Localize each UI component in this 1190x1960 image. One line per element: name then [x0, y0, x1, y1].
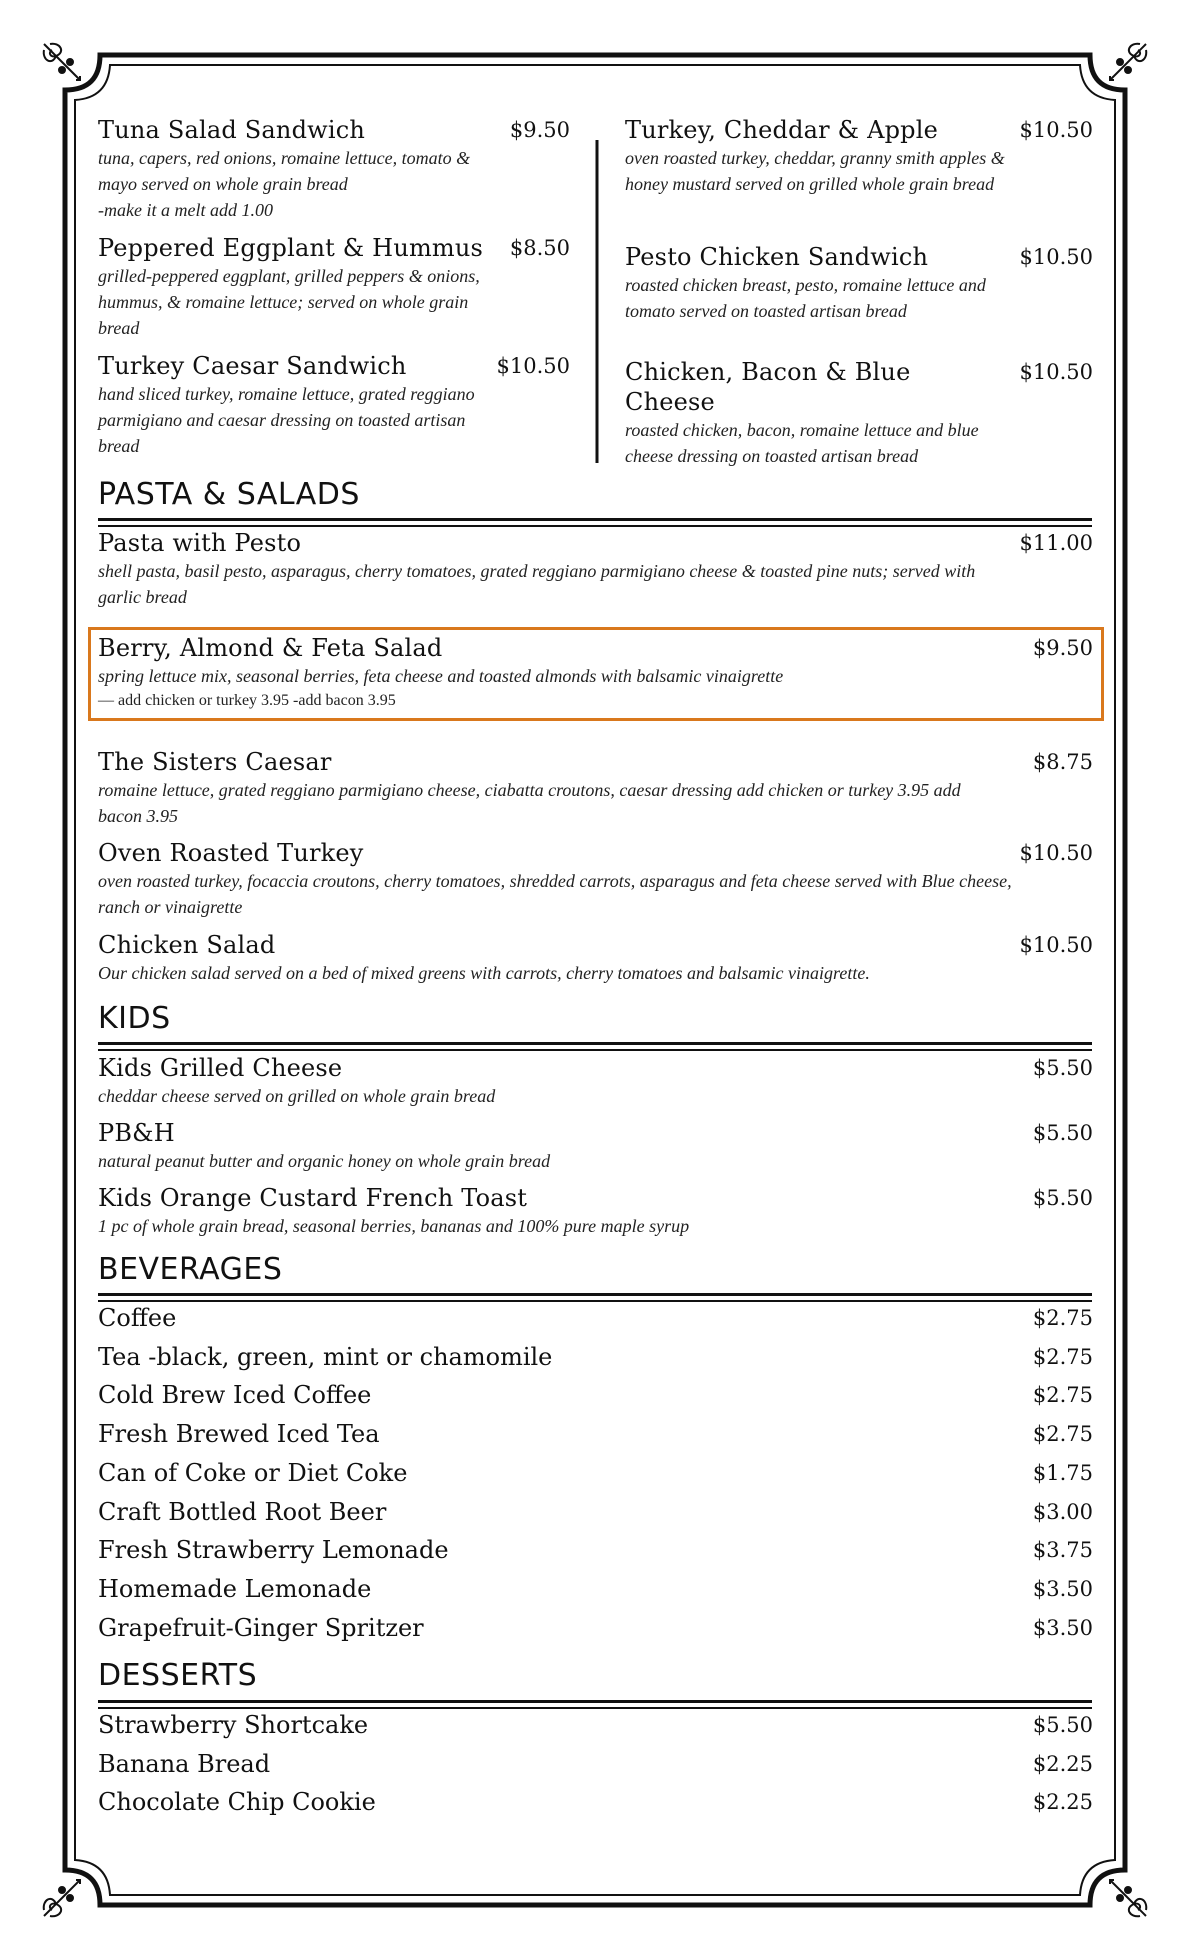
menu-item [98, 1118, 1093, 1174]
beverage-row [98, 1535, 1093, 1565]
menu-item [625, 242, 1093, 324]
item-price: $8.75 [1032, 750, 1093, 774]
dessert-row [98, 1710, 1093, 1740]
beverage-row [98, 1419, 1093, 1449]
item-name: Berry, Almond & Feta Salad [98, 634, 443, 662]
item-price: $5.50 [1032, 1121, 1093, 1145]
flourish-ornament-icon [40, 1874, 86, 1920]
item-description: cheddar cheese served on grilled on whole grain bread [98, 1086, 496, 1106]
item-description: 1 pc of whole grain bread, seasonal berries, bananas and 100% pure maple syrup [98, 1216, 690, 1236]
section-divider [98, 518, 1092, 521]
item-name: Craft Bottled Root Beer [98, 1498, 387, 1526]
beverage-row [98, 1303, 1093, 1333]
item-price: $10.50 [1019, 933, 1093, 957]
item-price: $9.50 [1032, 636, 1093, 660]
menu-item [98, 838, 1093, 920]
item-price: $2.75 [1032, 1422, 1093, 1446]
item-price: $3.00 [1032, 1500, 1093, 1524]
item-name: Pasta with Pesto [98, 529, 302, 557]
item-price: $10.50 [1019, 245, 1093, 269]
menu-item [98, 1053, 1093, 1109]
menu-item [625, 115, 1093, 197]
item-price: $2.75 [1032, 1383, 1093, 1407]
item-description: hand sliced turkey, romaine lettuce, grated reggiano [98, 384, 475, 404]
item-price: $10.50 [496, 354, 570, 378]
item-name: The Sisters Caesar [98, 748, 332, 776]
item-name: Cold Brew Iced Coffee [98, 1381, 372, 1409]
item-name: Turkey, Cheddar & Apple [625, 116, 939, 144]
item-price: $5.50 [1032, 1186, 1093, 1210]
item-price: $2.25 [1032, 1752, 1093, 1776]
section-divider [98, 1049, 1092, 1051]
section-divider [98, 1707, 1092, 1709]
item-price: $11.00 [1019, 531, 1093, 555]
menu-item [625, 357, 1093, 469]
section-divider [98, 1700, 1092, 1703]
item-name: Banana Bread [98, 1750, 271, 1778]
beverage-row [98, 1380, 1093, 1410]
menu-item [98, 233, 570, 341]
item-description: cheese dressing on toasted artisan bread [625, 446, 919, 466]
item-name: Homemade Lemonade [98, 1575, 372, 1603]
dessert-row [98, 1749, 1093, 1779]
menu-item [98, 351, 570, 459]
section-divider [98, 1293, 1092, 1296]
item-name: Cheese [625, 388, 715, 416]
menu-item [98, 528, 1093, 610]
item-price: $3.75 [1032, 1538, 1093, 1562]
item-price: $5.50 [1032, 1713, 1093, 1737]
item-description: ranch or vinaigrette [98, 897, 243, 917]
item-name: Fresh Brewed Iced Tea [98, 1420, 380, 1448]
item-price: $1.75 [1032, 1461, 1093, 1485]
section-divider [98, 525, 1092, 527]
item-description: roasted chicken breast, pesto, romaine lettuce and [625, 275, 986, 295]
item-description: grilled-peppered eggplant, grilled peppers & onions, [98, 266, 480, 286]
section-heading-kids: KIDS [98, 1001, 171, 1036]
item-description: hummus, & romaine lettuce; served on whole grain [98, 292, 469, 312]
item-description: roasted chicken, bacon, romaine lettuce and blue [625, 420, 979, 440]
item-description: romaine lettuce, grated reggiano parmigiano cheese, ciabatta croutons, caesar dressing add chicken or turkey 3.95 add [98, 780, 961, 800]
menu-item [98, 747, 1093, 829]
menu-item [98, 1183, 1093, 1239]
item-price: $2.75 [1032, 1306, 1093, 1330]
item-description: bacon 3.95 [98, 806, 178, 826]
item-name: PB&H [98, 1119, 175, 1147]
item-name: Strawberry Shortcake [98, 1711, 369, 1739]
item-name: Kids Orange Custard French Toast [98, 1184, 528, 1212]
item-description: garlic bread [98, 587, 187, 607]
flourish-ornament-icon [40, 40, 86, 86]
item-name: Chicken Salad [98, 931, 276, 959]
item-description: spring lettuce mix, seasonal berries, feta cheese and toasted almonds with balsamic vinaigrette [98, 666, 784, 686]
item-description: parmigiano and caesar dressing on toasted artisan [98, 410, 466, 430]
item-price: $10.50 [1019, 841, 1093, 865]
item-description: oven roasted turkey, focaccia croutons, cherry tomatoes, shredded carrots, asparagus and feta cheese served with Blue cheese, [98, 871, 1012, 891]
item-name: Coffee [98, 1304, 177, 1332]
beverage-row [98, 1613, 1093, 1643]
section-heading-beverages: BEVERAGES [98, 1252, 283, 1287]
menu-item [98, 115, 570, 223]
item-addon: — add chicken or turkey 3.95 -add bacon 3.95 [98, 692, 396, 709]
item-price: $3.50 [1032, 1577, 1093, 1601]
section-heading-desserts: DESSERTS [98, 1658, 258, 1693]
menu-item [98, 930, 1093, 986]
item-description: tomato served on toasted artisan bread [625, 301, 907, 321]
item-description: mayo served on whole grain bread [98, 174, 348, 194]
item-price: $9.50 [509, 118, 570, 142]
item-description: oven roasted turkey, cheddar, granny smith apples & [625, 148, 1005, 168]
item-price: $10.50 [1019, 118, 1093, 142]
item-price: $2.25 [1032, 1790, 1093, 1814]
item-name: Oven Roasted Turkey [98, 839, 364, 867]
section-heading-pasta-salads: PASTA & SALADS [98, 477, 360, 512]
flourish-ornament-icon [1104, 1874, 1150, 1920]
item-price: $2.75 [1032, 1345, 1093, 1369]
beverage-row [98, 1342, 1093, 1372]
flourish-ornament-icon [1104, 40, 1150, 86]
item-name: Tea -black, green, mint or chamomile [98, 1343, 553, 1371]
item-name: Tuna Salad Sandwich [98, 116, 366, 144]
item-description: shell pasta, basil pesto, asparagus, cherry tomatoes, grated reggiano parmigiano cheese & toasted pine nuts; served with [98, 561, 976, 581]
item-name: Chocolate Chip Cookie [98, 1788, 376, 1816]
item-name: Pesto Chicken Sandwich [625, 243, 929, 271]
item-price: $8.50 [509, 236, 570, 260]
item-name: Can of Coke or Diet Coke [98, 1459, 408, 1487]
item-description: natural peanut butter and organic honey on whole grain bread [98, 1151, 551, 1171]
item-description: bread [98, 436, 140, 456]
item-name: Turkey Caesar Sandwich [98, 352, 407, 380]
menu-item [98, 633, 1093, 713]
item-description: bread [98, 318, 140, 338]
item-description: Our chicken salad served on a bed of mixed greens with carrots, cherry tomatoes and balsamic vinaigrette. [98, 963, 870, 983]
item-name: Grapefruit-Ginger Spritzer [98, 1614, 424, 1642]
item-name: Fresh Strawberry Lemonade [98, 1536, 449, 1564]
beverage-row [98, 1458, 1093, 1488]
section-divider [98, 1042, 1092, 1045]
item-price: $5.50 [1032, 1056, 1093, 1080]
item-price: $10.50 [1019, 360, 1093, 384]
item-name: Kids Grilled Cheese [98, 1054, 343, 1082]
item-description: -make it a melt add 1.00 [98, 200, 273, 220]
item-price: $3.50 [1032, 1616, 1093, 1640]
beverage-row [98, 1574, 1093, 1604]
dessert-row [98, 1787, 1093, 1817]
item-description: honey mustard served on grilled whole grain bread [625, 174, 995, 194]
item-name: Chicken, Bacon & Blue [625, 358, 911, 386]
item-description: tuna, capers, red onions, romaine lettuce, tomato & [98, 148, 471, 168]
item-name: Peppered Eggplant & Hummus [98, 234, 484, 262]
beverage-row [98, 1497, 1093, 1527]
section-divider [98, 1300, 1092, 1302]
